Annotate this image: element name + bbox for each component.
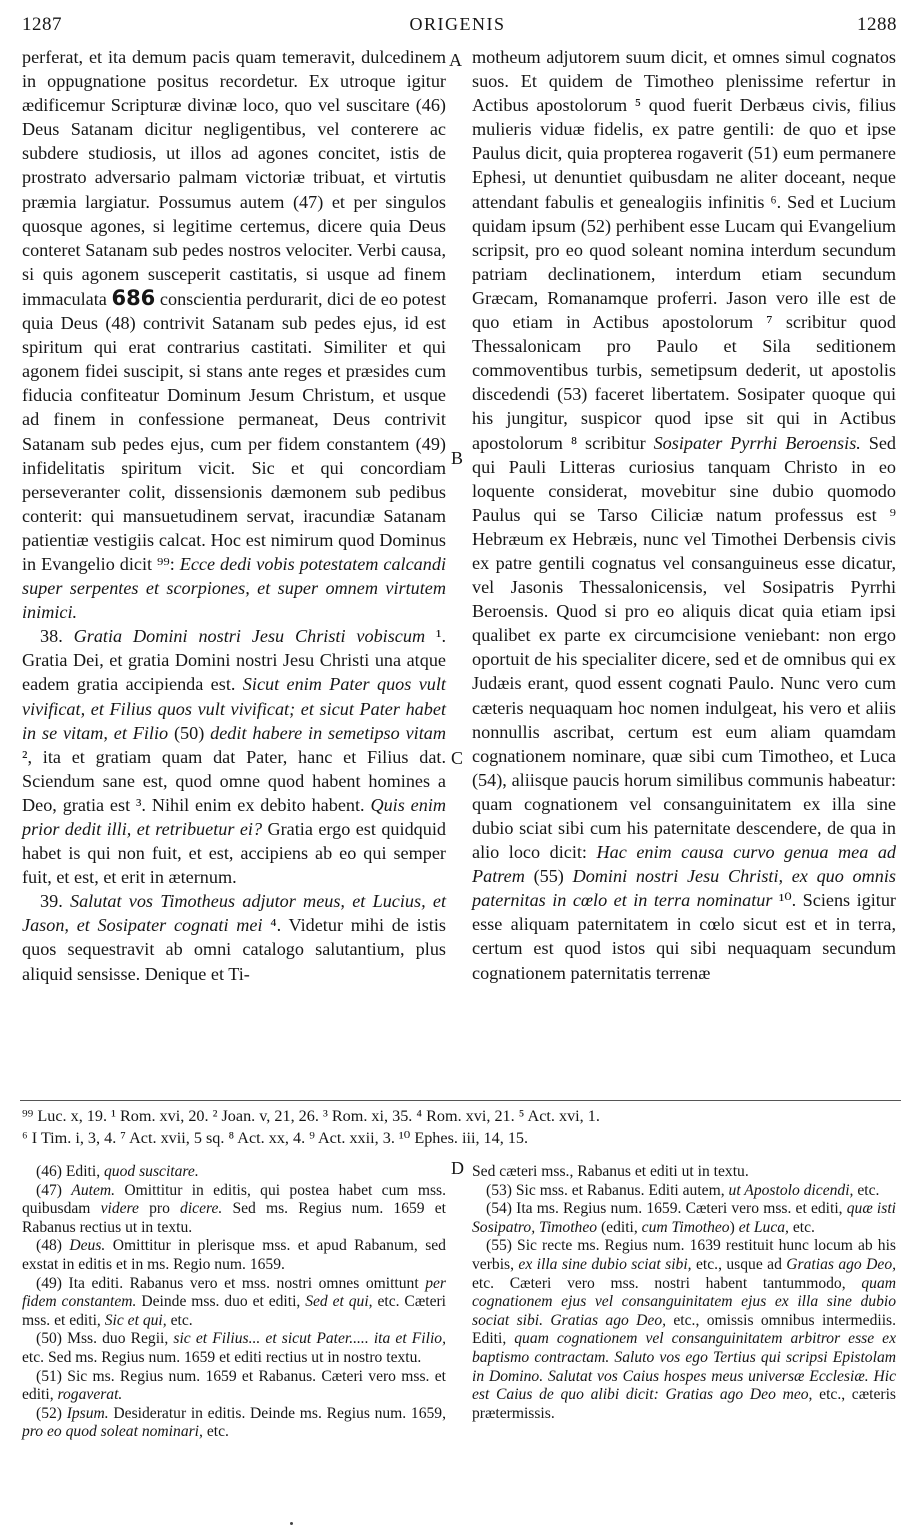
note-47	[22, 1182, 446, 1238]
note-italic: ex illa sine dubio sciat sibi,	[518, 1255, 692, 1273]
note-italic: Gratias ago Deo,	[786, 1255, 897, 1273]
note-51	[22, 1368, 446, 1405]
main-text-left-column	[22, 45, 446, 986]
note-italic: pro eo quod soleat nominari,	[22, 1423, 203, 1441]
critical-notes-right	[472, 1163, 896, 1423]
note-text: (54) Ita ms. Regius num. 1659. Cæteri vero mss. et editi,	[486, 1200, 847, 1218]
text-run: Sed qui Pauli Litteras curiosius tanquam Christo in eo loquente considerat, movebitur sine dubio quomodo Paulus qui se Tarso Ciliciæ natum professus est ⁹ Hebræum ex Hebræis, nunc vel Timothei Derbensis civis ex patre gentili cognatus vel consanguineus esse dicatur, vel Jasonis Thessalonicensis, vel Sosipatris Pyrrhi Beroensis. Quod si pro eo aliquis dicat quia etiam ipsi qualibet ex parte ex circumcisione veniebant: non ergo oportuit de his specialiter dicere, sed et de omnibus qui ex Judæis erant, quod essent cognati Paulo. Nunc vero cum cæteris nequaquam hoc nomen indulgeat, his vero et aliis nonnullis ascribat, certum est eum aliam quamdam cognationem nominare, quæ sibi cum Timotheo, et Luca (54), aliisque paucis horum similibus communis habeatur: quam cognationem vel consanguinitatem ex illa sine dubio sciat sibi cum his paternitate descendere, de qua in alio loco dicit:	[472, 432, 897, 863]
running-title: ORIGENIS	[409, 14, 506, 34]
note-italic: videre	[100, 1200, 139, 1218]
note-italic: Sed et qui,	[305, 1293, 373, 1311]
scripture-quote: Quis enim prior dedit illi, et retribuetur ei?	[22, 794, 447, 839]
lemma: Salutat vos Timotheus adjutor meus, et Lucius, et Jason, et Sosipater cognati mei	[22, 891, 447, 936]
text-run: Gratia Dei, et gratia Domini nostri Jesu Christi una atque eadem gratia accipienda est.	[22, 650, 446, 695]
margin-marker-d: D	[451, 1158, 464, 1178]
note-text: (50) Mss. duo Regii,	[36, 1330, 174, 1348]
text-run: Gratia ergo est quidquid habet is qui non fuit, et est, accipiens ab eo qui semper fuit, et est, et erit in æternum.	[22, 819, 446, 888]
reference-line: ⁹⁹ Luc. x, 19. ¹ Rom. xvi, 20. ² Joan. v, 21, 26. ³ Rom. xi, 35. ⁴ Rom. xvi, 21. ⁵ Act. xvi, 1.	[22, 1107, 600, 1125]
section-number: 39.	[40, 891, 63, 912]
note-italic: ut Apostolo dicendi,	[728, 1181, 854, 1199]
note-italic: cum Timotheo	[641, 1218, 730, 1236]
note-text: Omittitur in plerisque mss. et apud Rabanum, sed exstat in editis et in ms. Regio num. 1659.	[22, 1237, 446, 1273]
text-run: ¹⁰. Sciens igitur esse aliquam paternitatem in cœlo sicut est et in terra, certum est quod istos qui sibi nequaquam secundum cognationem paternitatis terrenæ	[472, 890, 896, 983]
footnote-divider	[20, 1100, 901, 1101]
note-text: etc. Cæteri mss. et editi,	[22, 1293, 447, 1329]
note-text: (46) Editi,	[36, 1163, 104, 1180]
text-run: ¹.	[425, 626, 447, 647]
note-52	[22, 1405, 446, 1442]
paragraph	[22, 45, 446, 624]
note-italic: per fidem constantem.	[22, 1274, 446, 1311]
note-text: (48)	[36, 1237, 70, 1255]
critical-notes-left	[22, 1163, 446, 1442]
note-text: Deinde mss. duo et editi,	[136, 1293, 306, 1311]
page-badge: 686	[111, 285, 156, 310]
note-55	[472, 1237, 896, 1423]
note-53	[472, 1182, 896, 1201]
page-number-right: 1288	[857, 14, 897, 35]
scripture-quote: Sosipater Pyrrhi Beroensis.	[645, 432, 861, 453]
note-text: (52)	[36, 1404, 67, 1422]
note-italic: quod suscitare.	[104, 1163, 199, 1180]
text-run: perferat, et ita demum pacis quam temeravit, dulcedinem in oppugnatione positus recordetur. Ex utroque igitur ædificemur Scripturæ divinæ loco, quo vel suscitare (46) Deus Satanam dicitur negligentibus, vel conterere ac subdere studiosis, ut illos ad agones concitet, istis de prostrato adversario palmam victoriæ tribuat, et virtutis præmia largiatur. Possumus autem (47) et per singulos quosque agones, si legitime certemus, dicere quia Deus conteret Satanam sub pedes nostros velociter. Verbi causa, si quis agonem susceperit castitatis, si usque ad finem immaculata	[22, 47, 446, 309]
lemma: Gratia Domini nostri Jesu Christi vobiscum	[73, 626, 426, 647]
note-text: (51) Sic ms. Regius num. 1659 et Rabanus. Cæteri vero mss. et editi,	[22, 1367, 446, 1404]
text-run: motheum adjutorem suum dicit, et omnes simul cognatos suos. Et quidem de Timotheo plenissime refertur in Actibus apostolorum ⁵ quod fuerit Derbæus civis, filius mulieris viduæ fidelis, ex patre gentili: de quo et ipse Paulus dicit, quia propterea rogaverit (51) eum permanere Ephesi, ut denuntiet quibusdam ne aliter doceant, neque attendant fabulis et genealogiis infinitis ⁶. Sed et Lucium quidam ipsum (52) perhibent esse Lucam qui Evangelium scripsit, pro eo quod soleant nomina interdum secundum patriam declinationem, interdum etiam secundum Græcam, Romanamque proferri. Jason vero ille est de quo etiam in Actibus apostolorum ⁷ scribitur quod Thessalonicam pro Paulo et Sila seditionem commoventibus turbis, semetipsum dederit, ut apostolis discedendi (53) faceret libertatem. Sosipater quoque qui his jungitur, suspicor quod ipse sit qui in Actibus apostolorum ⁸ scribitur	[472, 47, 896, 453]
note-lemma: Ipsum.	[66, 1404, 109, 1422]
main-text-right-column	[472, 45, 896, 985]
note-text: etc.	[788, 1218, 815, 1236]
scripture-quote: Hac enim causa curvo genua mea ad Patrem	[472, 842, 897, 887]
note-49	[22, 1275, 446, 1331]
scripture-quote: Ecce dedi vobis potestatem calcandi super serpentes et scorpiones, et super omnem virtutem inimici.	[22, 553, 446, 623]
paragraph-39	[22, 889, 446, 985]
note-italic: dicere.	[180, 1200, 223, 1218]
note-text: Sed ms. Regius num. 1659 et Rabanus rectius ut in textu.	[22, 1200, 446, 1236]
text-run: conscientia perdurarit, dici de eo potest quia Deus (48) contrivit Satanam sub pedes ejus, id est spiritum qui erat contrarius castitati. Similiter et qui agonem fidei suscipit, si stans ante reges et præsides cum fiducia confiteatur Dominum Jesum Christum, et usque ad finem in confessione permaneat, Deus contrivit Satanam sub pedes ejus, cum per fidem constantem (49) infidelitatis spiritum vicit. Sic et qui concordiam perseveranter colit, dissensionis dæmonem sub pedibus conterit: qui mansuetudinem servat, iracundiæ Satanam patientiæ vestigiis calcat. Hoc est nimirum quod Dominus in Evangelio dicit ⁹⁹:	[22, 288, 447, 574]
note-lemma: Autem.	[71, 1181, 116, 1199]
note-52-continued: Sed cæteri mss., Rabanus et editi ut in textu.	[472, 1163, 749, 1180]
note-text: Desideratur in editis. Deinde ms. Regius num. 1659,	[108, 1404, 446, 1422]
note-46	[22, 1163, 446, 1182]
margin-marker-a: A	[449, 50, 462, 70]
text-run: (50)	[168, 722, 211, 743]
paragraph	[472, 45, 896, 985]
note-text: etc., cæteris prætermissis.	[472, 1386, 896, 1422]
scripture-quote: Domini nostri Jesu Christi, ex quo omnis paternitas in cœlo et in terra nominatur	[472, 866, 896, 911]
scripture-references	[22, 1105, 896, 1149]
note-italic: rogaverat.	[57, 1386, 123, 1404]
note-text: etc., usque ad	[691, 1255, 787, 1273]
note-50	[22, 1330, 446, 1367]
note-text: etc.	[853, 1181, 880, 1199]
note-text: (47)	[36, 1181, 72, 1199]
margin-marker-c: C	[451, 748, 464, 768]
note-text: etc.	[166, 1311, 193, 1329]
note-text: pro	[138, 1200, 181, 1218]
note-54	[472, 1200, 896, 1237]
margin-marker-b: B	[451, 448, 464, 468]
note-lemma: Deus.	[69, 1237, 106, 1255]
text-run: ², ita et gratiam quam dat Pater, hanc et Filius dat. Sciendum sane est, quod omne quod habent homines a Deo, gratia est ³. Nihil enim ex debito habent.	[22, 746, 446, 815]
note-text: etc. Sed ms. Regius num. 1659 et editi rectius ut in nostro textu.	[22, 1348, 422, 1366]
note-italic: quam cognationem vel consanguinitatem arbitror esse ex baptismo contractam. Saluto vos ego Tertius qui scripsi Epistolam in Domino. Salutat vos Caius hospes meus universæ Ecclesiæ. Hic est Caius de quo alibi dicit: Gratias ago Deo meo,	[472, 1330, 896, 1404]
scripture-quote: dedit habere in semetipso vitam	[210, 722, 446, 743]
note-italic: et Luca,	[738, 1218, 789, 1236]
note-text: )	[729, 1218, 739, 1236]
note-text: (55) Sic recte ms. Regius num. 1639 restituit hunc locum ab his verbis,	[472, 1237, 896, 1273]
note-text: etc., omissis omnibus intermediis. Editi,	[472, 1311, 896, 1348]
section-number: 38.	[40, 626, 63, 647]
reference-line: ⁶ I Tim. i, 3, 4. ⁷ Act. xvii, 5 sq. ⁸ Act. xx, 4. ⁹ Act. xxii, 3. ¹⁰ Ephes. iii, 14, 15.	[22, 1129, 529, 1147]
note-text: (49) Ita editi. Rabanus vero et mss. nostri omnes omittunt	[36, 1274, 426, 1292]
note-italic: quæ isti Sosipatro, Timotheo	[472, 1200, 896, 1236]
page-number-left: 1287	[22, 14, 62, 35]
paragraph-38	[22, 624, 446, 889]
note-text: (editi,	[597, 1218, 642, 1236]
note-48	[22, 1237, 446, 1274]
ink-speck	[290, 1522, 293, 1525]
note-text: etc. Cæteri vero mss. nostri habent tantummodo,	[472, 1274, 862, 1292]
note-text: Omittitur in editis, qui postea habet cum mss. quibusdam	[22, 1181, 446, 1218]
note-italic: sic et Filius... et sicut Pater..... ita et Filio,	[173, 1330, 446, 1348]
scripture-quote: Sicut enim Pater quos vult vivificat, et Filius quos vult vivificat; et sicut Pater habet in se vitam, et Filio	[22, 674, 446, 743]
note-italic: quam cognationem ejus vel consanguinitatem ejus ex illa sine dubio sociat sibi. Gratias ago Deo,	[472, 1274, 896, 1329]
text-run: ⁴. Videtur mihi de istis quos sequestravit ab omni catalogo salutantium, plus aliquid sensisse. Denique et Ti-	[22, 915, 446, 984]
note-text: etc.	[202, 1423, 229, 1441]
text-run: (55)	[524, 866, 573, 887]
note-text: (53) Sic mss. et Rabanus. Editi autem,	[486, 1181, 729, 1199]
note-italic: Sic et qui,	[104, 1311, 167, 1329]
